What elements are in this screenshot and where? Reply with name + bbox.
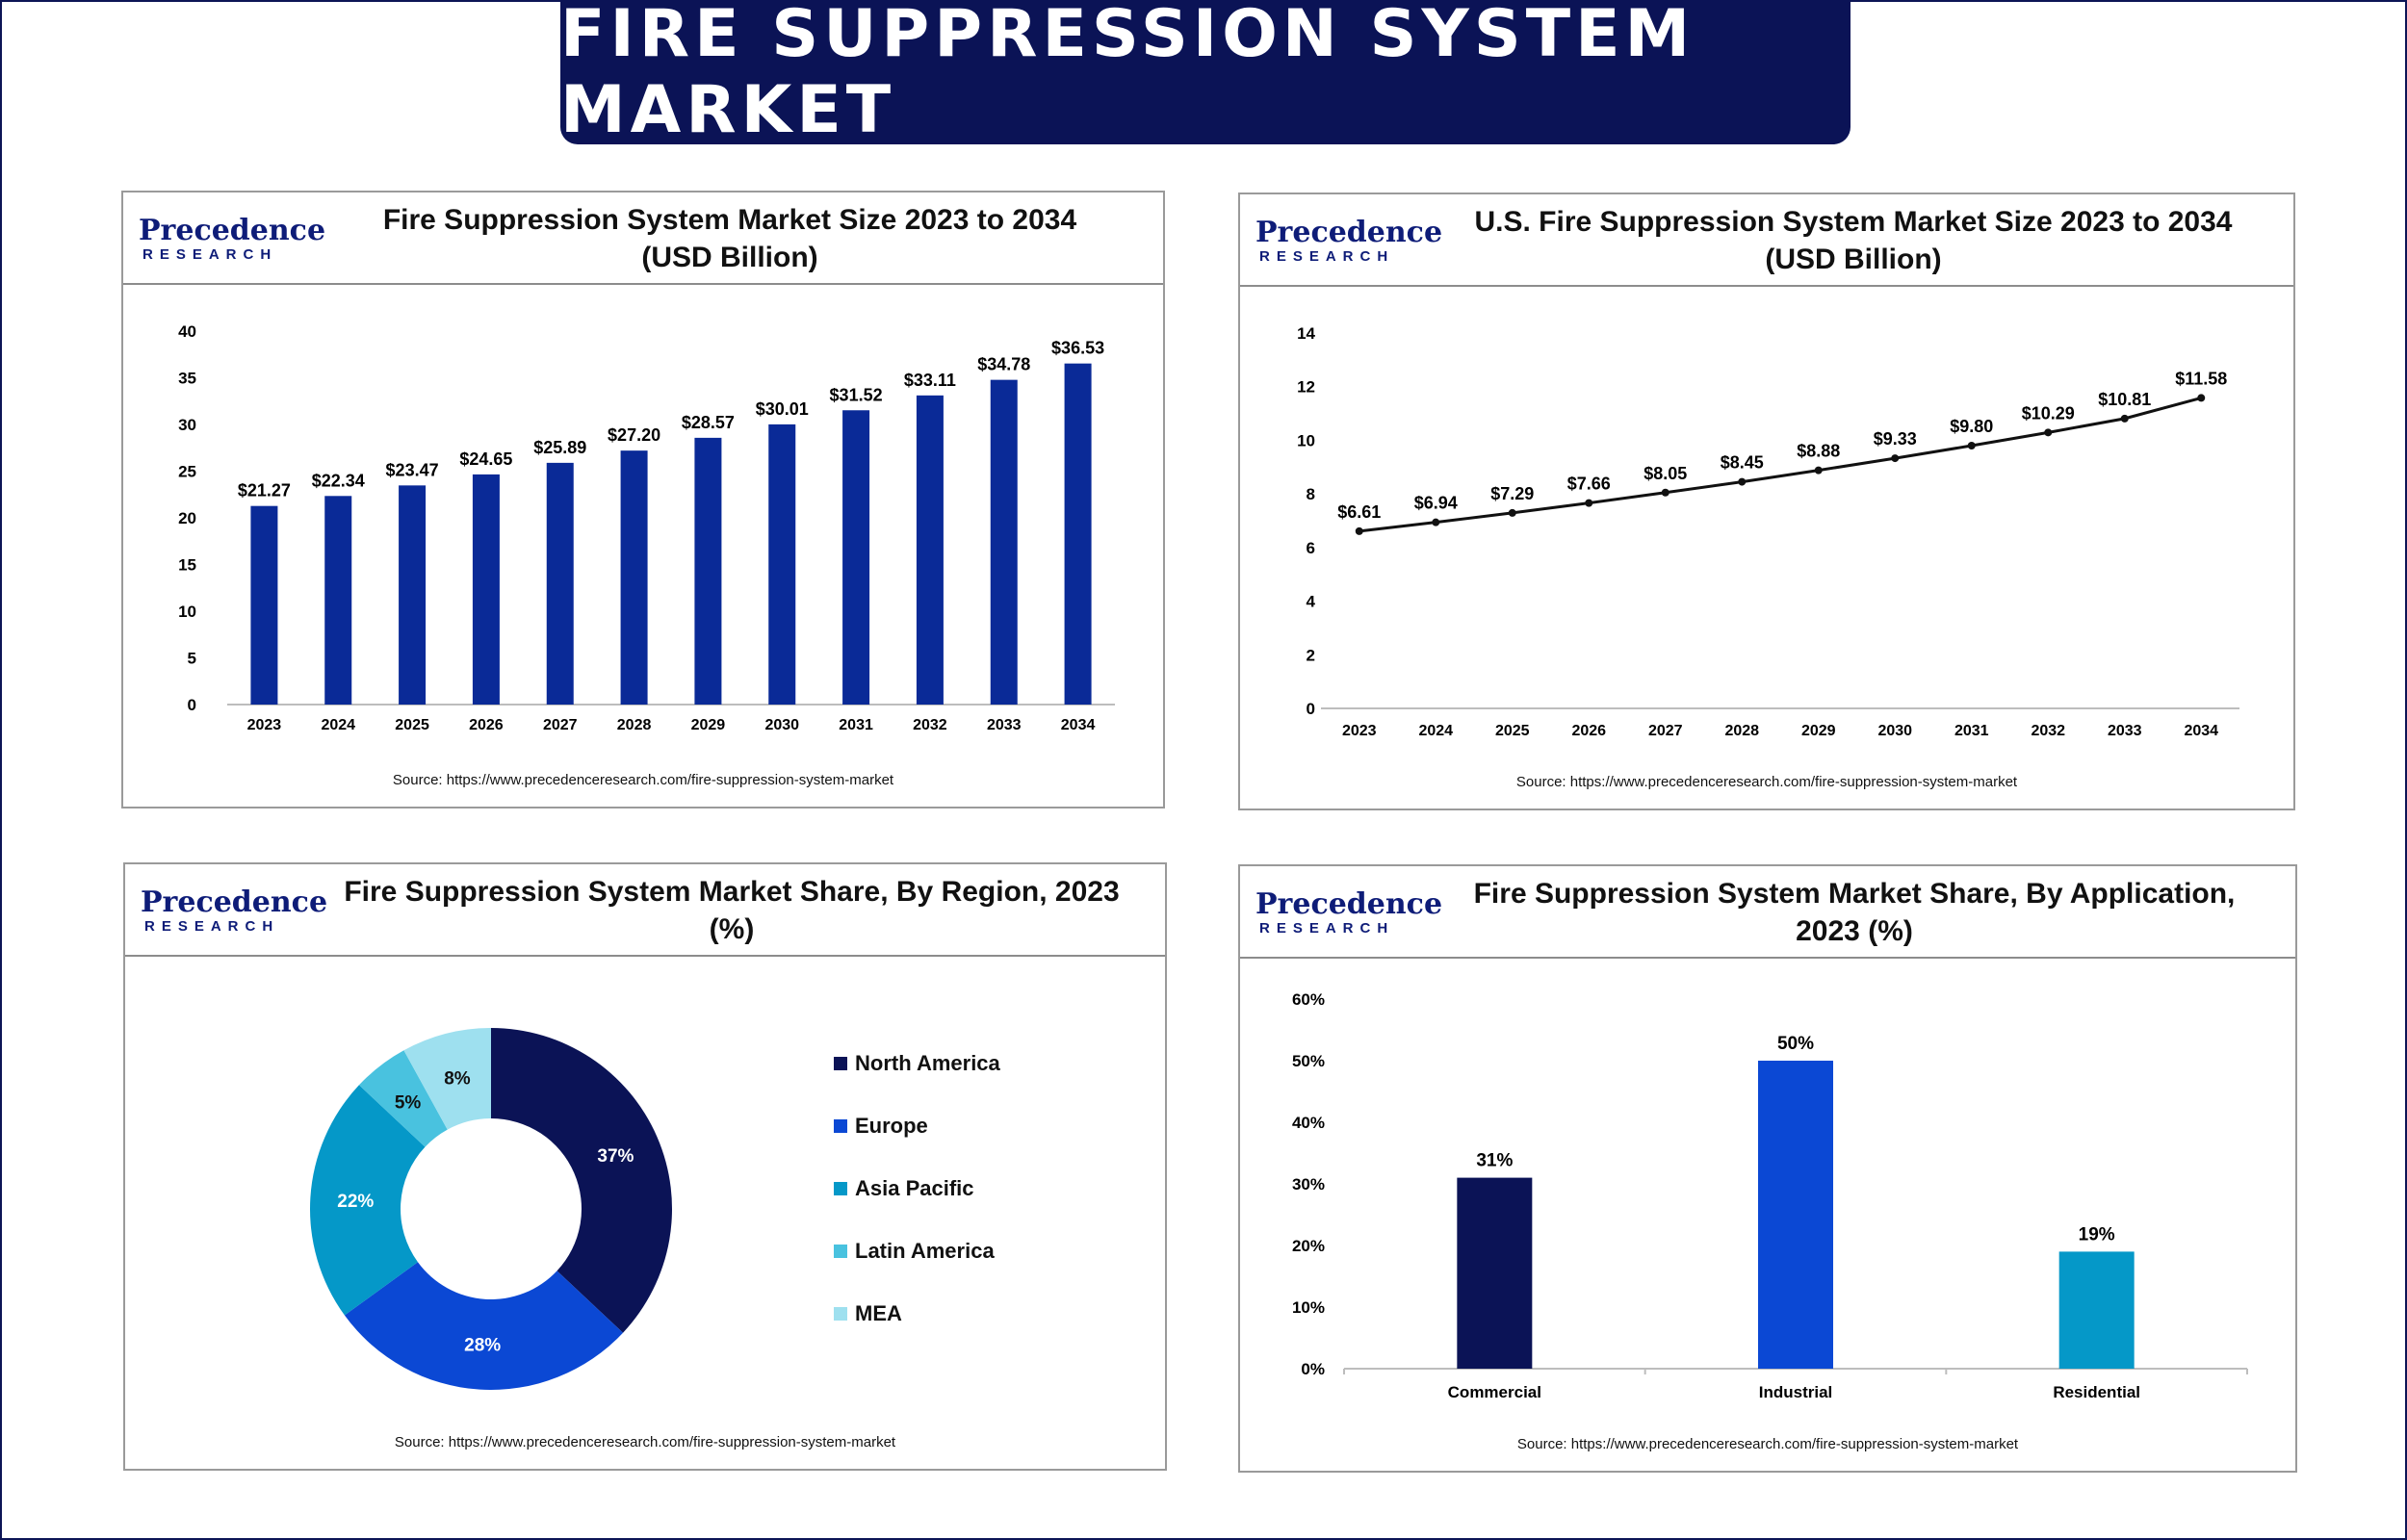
legend-label: Latin America (855, 1239, 995, 1263)
x-tick-label: 2026 (469, 717, 504, 733)
y-tick-label: 30% (1291, 1175, 1325, 1194)
x-tick-label: 2033 (2107, 723, 2142, 739)
data-label: $30.01 (755, 398, 809, 419)
data-label: $8.45 (1720, 452, 1764, 473)
logo-wordmark: Precedence (1255, 216, 1443, 249)
chart-title-line1: Fire Suppression System Market Share, By Region, 2023 (%) (344, 876, 1120, 945)
x-tick-label: 2029 (1800, 723, 1836, 739)
data-point (1509, 509, 1516, 517)
data-label: $6.61 (1337, 501, 1382, 522)
x-tick-label: Commercial (1447, 1383, 1541, 1401)
x-tick-label: 2027 (542, 717, 578, 733)
y-tick-label: 20% (1291, 1237, 1325, 1255)
data-label: $21.27 (237, 480, 291, 500)
data-label: $22.34 (311, 471, 365, 491)
data-label: 8% (444, 1068, 471, 1090)
bar (1457, 1178, 1532, 1369)
data-point (2121, 415, 2129, 423)
bar (1758, 1061, 1833, 1369)
y-tick-label: 10 (1297, 431, 1315, 450)
y-tick-label: 15 (178, 555, 196, 575)
y-tick-label: 6 (1306, 538, 1315, 557)
precedence-logo (1255, 887, 1443, 937)
y-tick-label: 4 (1306, 592, 1315, 611)
x-tick-label: 2031 (839, 717, 873, 733)
y-tick-label: 30 (178, 416, 196, 434)
data-label: $33.11 (903, 370, 956, 390)
y-tick-label: 8 (1306, 485, 1315, 504)
data-label: $7.29 (1490, 483, 1535, 503)
y-tick-label: 5 (187, 649, 196, 668)
legend-swatch (834, 1307, 847, 1321)
chart-title (1433, 872, 2276, 953)
y-tick-label: 40 (178, 322, 196, 341)
source-note: Source: https://www.precedenceresearch.com/fire-suppression-system-market (1516, 1436, 2019, 1452)
y-tick-label: 0 (187, 696, 196, 714)
data-label: $34.78 (977, 354, 1031, 374)
data-label: $9.80 (1950, 417, 1994, 436)
data-label: $23.47 (385, 460, 439, 480)
data-label: 37% (597, 1146, 634, 1168)
legend-label: Asia Pacific (855, 1176, 974, 1200)
data-point (1432, 519, 1439, 526)
donut-slice (491, 1028, 672, 1333)
legend-swatch (834, 1057, 847, 1070)
x-tick-label: 2031 (1954, 723, 1989, 739)
source-note: Source: https://www.precedenceresearch.com/fire-suppression-system-market (394, 1434, 896, 1450)
y-tick-label: 10% (1291, 1298, 1325, 1317)
y-tick-label: 60% (1291, 990, 1325, 1009)
legend-swatch (834, 1245, 847, 1258)
panel-region-share (123, 862, 1167, 1471)
x-tick-label: 2030 (1877, 723, 1913, 739)
precedence-logo (1255, 216, 1443, 265)
panel-application-share (1238, 864, 2297, 1473)
chart-title-line1: U.S. Fire Suppression System Market Size 2023 to 2034 (1474, 206, 2233, 238)
data-label: $27.20 (608, 425, 661, 446)
y-tick-label: 2 (1306, 646, 1315, 665)
bar (621, 450, 648, 705)
data-label: $10.29 (2021, 403, 2075, 424)
bar (2059, 1251, 2135, 1369)
y-tick-label: 0 (1306, 700, 1315, 718)
legend-swatch (834, 1119, 847, 1133)
legend-item (834, 1112, 1000, 1141)
bar (547, 463, 574, 705)
y-tick-label: 40% (1291, 1114, 1325, 1132)
chart-title-line1: Fire Suppression System Market Size 2023 to 2034 (382, 204, 1077, 236)
data-label: 5% (394, 1092, 422, 1114)
data-label: $8.05 (1643, 463, 1688, 483)
bar (917, 396, 944, 705)
us-market-line-chart (1240, 287, 2293, 739)
bar (1065, 364, 1092, 705)
data-point (1891, 454, 1899, 462)
x-tick-label: 2023 (1341, 723, 1377, 739)
data-point (1662, 489, 1669, 497)
bar (842, 410, 869, 705)
region-legend (834, 1049, 1000, 1362)
chart-title-line2: (USD Billion) (641, 242, 818, 273)
panel-header (1240, 194, 2293, 287)
global-market-bar-chart (123, 285, 1163, 733)
data-label: $9.33 (1873, 429, 1917, 449)
data-label: $31.52 (829, 385, 883, 405)
data-point (1815, 467, 1823, 475)
bar (473, 475, 500, 705)
data-label: $6.94 (1413, 493, 1458, 513)
series-line (1359, 398, 2202, 530)
data-label: 28% (464, 1335, 502, 1356)
x-tick-label: 2025 (1494, 723, 1530, 739)
y-tick-label: 12 (1297, 377, 1315, 397)
data-point (2197, 394, 2205, 401)
x-tick-label: 2025 (395, 717, 429, 733)
logo-subtitle: RESEARCH (144, 918, 280, 935)
bar (768, 424, 795, 705)
legend-item (834, 1049, 1000, 1078)
data-label: 19% (2078, 1224, 2115, 1245)
x-tick-label: 2034 (2184, 723, 2219, 739)
panel-header (1240, 866, 2295, 959)
x-tick-label: Industrial (1758, 1383, 1833, 1401)
legend-item (834, 1299, 1000, 1328)
x-tick-label: 2026 (1571, 723, 1607, 739)
x-tick-label: 2027 (1647, 723, 1683, 739)
source-note: Source: https://www.precedenceresearch.com/fire-suppression-system-market (392, 772, 894, 788)
panel-header (123, 192, 1163, 285)
chart-title-line2: 2023 (%) (1796, 915, 1913, 947)
banner (560, 0, 1851, 148)
data-label: $8.88 (1797, 441, 1841, 461)
logo-wordmark: Precedence (141, 886, 328, 919)
x-tick-label: 2033 (986, 717, 1022, 733)
y-tick-label: 20 (178, 509, 196, 527)
data-label: $25.89 (533, 437, 587, 457)
y-tick-label: 14 (1297, 324, 1315, 343)
data-point (2044, 428, 2052, 436)
data-label: $24.65 (459, 449, 513, 469)
chart-title (1433, 200, 2274, 281)
x-tick-label: 2028 (1724, 723, 1760, 739)
data-label: 31% (1476, 1150, 1514, 1171)
region-share-donut-chart (125, 957, 799, 1409)
panel-header (125, 864, 1165, 957)
precedence-logo (141, 886, 328, 935)
chart-title-line1: Fire Suppression System Market Share, By Application, (1473, 878, 2236, 910)
data-point (1585, 500, 1592, 507)
y-tick-label: 35 (178, 369, 196, 388)
x-tick-label: 2032 (913, 717, 947, 733)
panel-us-market (1238, 192, 2295, 810)
x-tick-label: 2034 (1060, 717, 1096, 733)
panel-global-market (121, 191, 1165, 808)
legend-label: North America (855, 1051, 1000, 1075)
bar (694, 438, 721, 705)
x-tick-label: 2029 (690, 717, 726, 733)
y-tick-label: 50% (1291, 1052, 1325, 1070)
bar (991, 380, 1018, 705)
legend-item (834, 1174, 1000, 1203)
data-point (1738, 478, 1746, 486)
x-tick-label: 2028 (616, 717, 652, 733)
x-tick-label: 2030 (764, 717, 800, 733)
data-point (1356, 527, 1363, 535)
source-note: Source: https://www.precedenceresearch.com/fire-suppression-system-market (1515, 774, 2018, 790)
banner-title: FIRE SUPPRESSION SYSTEM MARKET (560, 0, 1695, 148)
logo-subtitle: RESEARCH (1259, 248, 1395, 265)
chart-title (318, 870, 1146, 951)
chart-title (316, 198, 1144, 279)
logo-wordmark: Precedence (1255, 887, 1443, 921)
data-label: $7.66 (1566, 474, 1611, 494)
x-tick-label: 2024 (321, 717, 356, 733)
logo-wordmark: Precedence (139, 214, 326, 247)
data-label: $10.81 (2098, 389, 2152, 409)
precedence-logo (139, 214, 326, 263)
bar (399, 485, 426, 705)
chart-title-line2: (USD Billion) (1765, 244, 1942, 275)
x-tick-label: 2023 (246, 717, 282, 733)
legend-item (834, 1237, 1000, 1266)
y-tick-label: 10 (178, 603, 196, 621)
legend-label: MEA (855, 1301, 902, 1325)
data-label: $36.53 (1051, 338, 1105, 358)
x-tick-label: 2024 (1418, 723, 1454, 739)
x-tick-label: Residential (2053, 1383, 2141, 1401)
logo-subtitle: RESEARCH (1259, 920, 1395, 937)
y-tick-label: 25 (178, 462, 196, 481)
application-share-bar-chart (1240, 959, 2295, 1411)
data-label: 22% (337, 1192, 375, 1213)
data-label: $11.58 (2175, 369, 2228, 389)
bar (324, 496, 351, 705)
x-tick-label: 2032 (2031, 723, 2066, 739)
y-tick-label: 0% (1301, 1360, 1325, 1378)
legend-label: Europe (855, 1114, 928, 1138)
data-label: 50% (1776, 1034, 1815, 1054)
bar (250, 506, 277, 705)
data-label: $28.57 (681, 412, 735, 432)
logo-subtitle: RESEARCH (142, 246, 278, 263)
data-point (1968, 442, 1976, 449)
legend-swatch (834, 1182, 847, 1195)
